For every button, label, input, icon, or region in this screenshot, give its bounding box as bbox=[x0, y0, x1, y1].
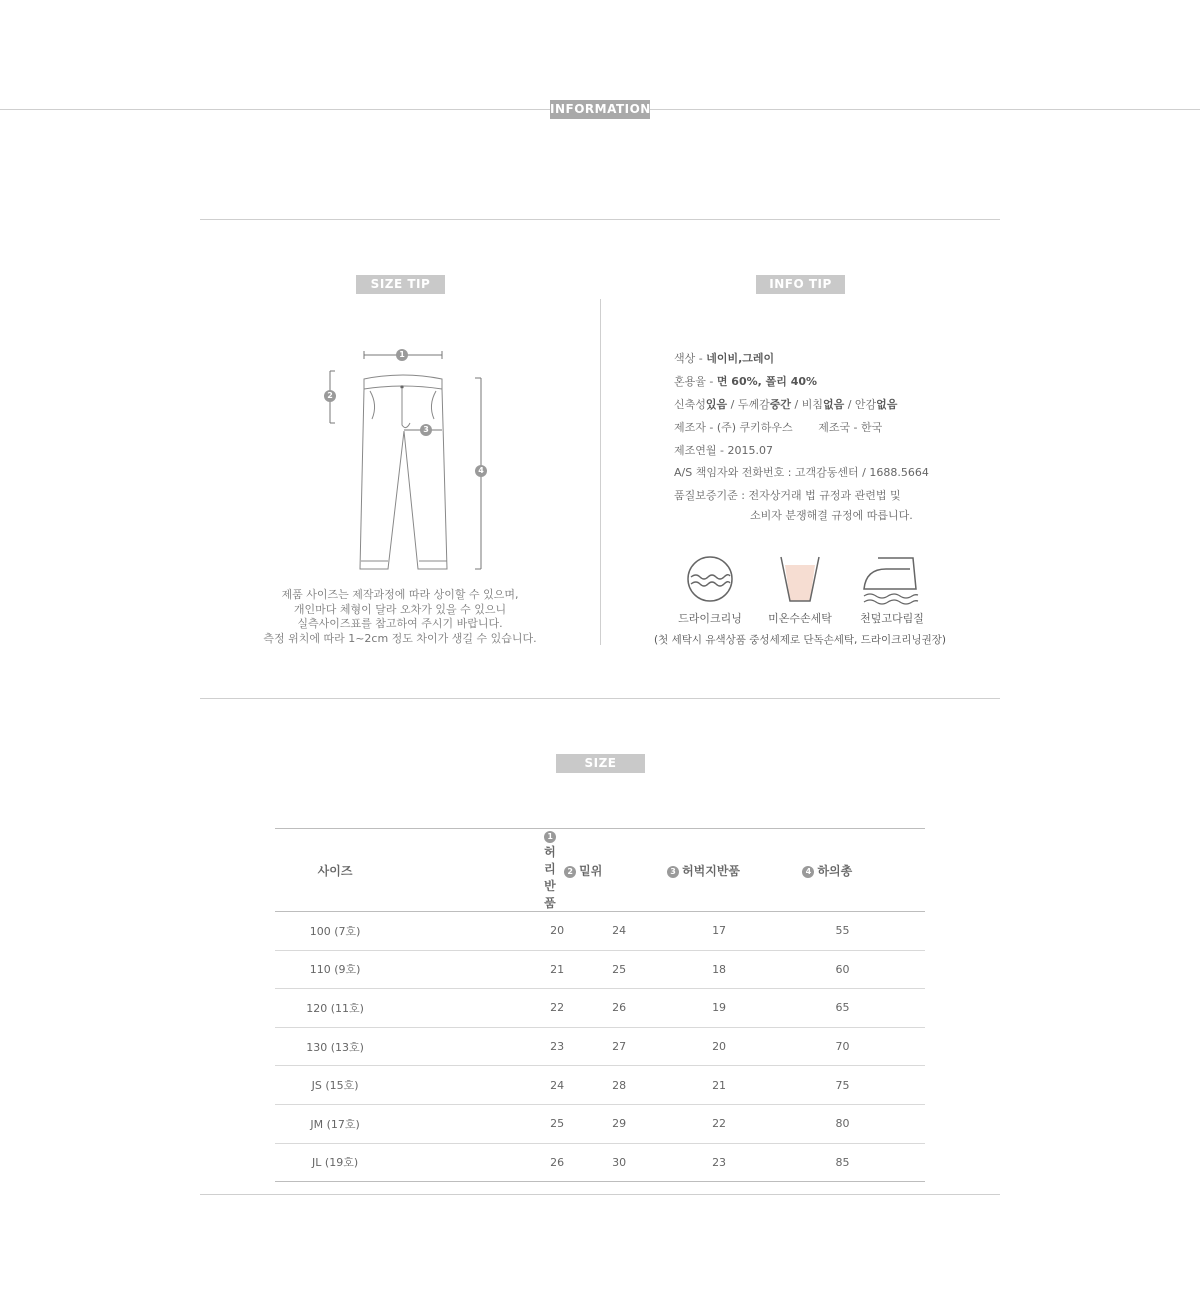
header-thigh-label: 허벅지반품 bbox=[682, 863, 741, 878]
measure-cell: 23 bbox=[667, 1143, 802, 1182]
center-divider bbox=[600, 299, 601, 645]
measure-cell: 26 bbox=[395, 1143, 564, 1182]
measure-cell: 55 bbox=[802, 912, 925, 951]
table-row bbox=[275, 1027, 925, 1066]
size-cell: 120 (11호) bbox=[275, 989, 395, 1028]
section-divider-1 bbox=[200, 219, 1000, 220]
measure-cell: 29 bbox=[564, 1104, 667, 1143]
sheer-value: 없음 bbox=[822, 398, 845, 411]
measure-cell: 22 bbox=[667, 1104, 802, 1143]
table-row bbox=[275, 950, 925, 989]
maker-line bbox=[674, 419, 882, 435]
pants-diagram bbox=[320, 345, 490, 575]
date-line: 제조연월 - 2015.07 bbox=[674, 444, 773, 457]
measure-cell: 22 bbox=[395, 989, 564, 1028]
marker-rise: 2 bbox=[324, 390, 336, 402]
measure-cell: 27 bbox=[564, 1027, 667, 1066]
measure-cell: 30 bbox=[564, 1143, 667, 1182]
country-text: 제조국 - 한국 bbox=[818, 421, 883, 434]
section-divider-2 bbox=[200, 698, 1000, 699]
measure-cell: 65 bbox=[802, 989, 925, 1028]
header-num-1: 1 bbox=[544, 831, 556, 843]
header-rise-label: 밑위 bbox=[579, 863, 603, 878]
size-cell: JL (19호) bbox=[275, 1143, 395, 1182]
measure-cell: 24 bbox=[395, 1066, 564, 1105]
measure-cell: 18 bbox=[667, 950, 802, 989]
color-value: 네이비,그레이 bbox=[706, 352, 775, 365]
size-tip-note-line: 개인마다 체형이 달라 오차가 있을 수 있으니 bbox=[293, 602, 507, 616]
dry-clean-icon bbox=[686, 555, 734, 603]
blend-line bbox=[674, 373, 817, 389]
information-tag: INFORMATION bbox=[550, 100, 650, 119]
header-num-3: 3 bbox=[667, 866, 679, 878]
size-tip-tag: SIZE TIP bbox=[356, 275, 445, 294]
header-thigh bbox=[667, 829, 802, 912]
maker-text: 제조자 - (주) 쿠키하우스 bbox=[674, 421, 793, 434]
measure-cell: 24 bbox=[564, 912, 667, 951]
size-cell: JM (17호) bbox=[275, 1104, 395, 1143]
header-num-2: 2 bbox=[564, 866, 576, 878]
thickness-label: / 두께감 bbox=[727, 398, 770, 411]
care-label-dry-clean: 드라이크리닝 bbox=[678, 612, 742, 625]
header-num-4: 4 bbox=[802, 866, 814, 878]
lining-label: / 안감 bbox=[844, 398, 877, 411]
header-size bbox=[275, 829, 395, 912]
measure-cell: 60 bbox=[802, 950, 925, 989]
lukewarm-hand-wash-icon bbox=[779, 555, 821, 605]
size-tip-note-line: 실측사이즈표를 참고하여 주시기 바랍니다. bbox=[297, 617, 503, 630]
table-row bbox=[275, 989, 925, 1028]
header-length bbox=[802, 829, 925, 912]
header-length-label: 하의총 bbox=[817, 863, 853, 878]
marker-thigh: 3 bbox=[420, 424, 432, 436]
size-table bbox=[275, 828, 925, 1182]
color-line bbox=[674, 350, 774, 366]
measure-cell: 23 bbox=[395, 1027, 564, 1066]
size-tip-note bbox=[200, 588, 600, 646]
measure-cell: 85 bbox=[802, 1143, 925, 1182]
stretch-label: 신축성 bbox=[674, 398, 706, 411]
stretch-value: 있음 bbox=[705, 398, 728, 411]
blend-label: 혼용율 - bbox=[674, 375, 717, 388]
color-label: 색상 - bbox=[674, 352, 707, 365]
warranty-line-1: 품질보증기준 : 전자상거래 법 규정과 관련법 및 bbox=[674, 489, 901, 502]
as-line: A/S 책임자와 전화번호 : 고객감동센터 / 1688.5664 bbox=[674, 466, 929, 479]
measure-cell: 80 bbox=[802, 1104, 925, 1143]
size-tip-note-line: 측정 위치에 따라 1~2cm 정도 차이가 생길 수 있습니다. bbox=[263, 631, 537, 645]
sheer-label: / 비침 bbox=[791, 398, 823, 411]
measure-cell: 75 bbox=[802, 1066, 925, 1105]
measure-cell: 21 bbox=[395, 950, 564, 989]
lining-value: 없음 bbox=[876, 398, 898, 411]
bottom-divider bbox=[200, 1194, 1000, 1195]
size-tag: SIZE bbox=[556, 754, 645, 773]
table-row bbox=[275, 1143, 925, 1182]
measure-cell: 28 bbox=[564, 1066, 667, 1105]
iron-cloth-icon bbox=[860, 555, 920, 605]
care-label-iron: 천덮고다림질 bbox=[860, 612, 924, 625]
size-tip-note-line: 제품 사이즈는 제작과정에 따라 상이할 수 있으며, bbox=[281, 588, 519, 601]
measure-cell: 20 bbox=[667, 1027, 802, 1066]
header-size-label: 사이즈 bbox=[317, 863, 353, 878]
measure-cell: 26 bbox=[564, 989, 667, 1028]
size-cell: 100 (7호) bbox=[275, 912, 395, 951]
care-note: (첫 세탁시 유색상품 중성세제로 단독손세탁, 드라이크리닝권장) bbox=[654, 634, 946, 646]
blend-value: 면 60%, 폴리 40% bbox=[716, 375, 818, 388]
header-waist bbox=[395, 829, 564, 912]
fabric-attributes-line bbox=[674, 396, 897, 412]
table-row bbox=[275, 912, 925, 951]
header-waist-label: 허리반품 bbox=[544, 845, 556, 910]
measure-cell: 19 bbox=[667, 989, 802, 1028]
marker-waist: 1 bbox=[396, 349, 408, 361]
info-tip-tag: INFO TIP bbox=[756, 275, 845, 294]
table-row bbox=[275, 1066, 925, 1105]
warranty-line-2: 소비자 분쟁해결 규정에 따릅니다. bbox=[750, 509, 913, 522]
marker-length: 4 bbox=[475, 465, 487, 477]
measure-cell: 21 bbox=[667, 1066, 802, 1105]
table-row bbox=[275, 1104, 925, 1143]
measure-cell: 17 bbox=[667, 912, 802, 951]
measure-cell: 25 bbox=[395, 1104, 564, 1143]
size-table-header bbox=[275, 829, 925, 912]
measure-cell: 20 bbox=[395, 912, 564, 951]
size-cell: 110 (9호) bbox=[275, 950, 395, 989]
thickness-value: 중간 bbox=[769, 398, 791, 411]
measure-cell: 25 bbox=[564, 950, 667, 989]
care-label-hand-wash: 미온수손세탁 bbox=[768, 612, 832, 625]
measure-cell: 70 bbox=[802, 1027, 925, 1066]
header-rise bbox=[564, 829, 667, 912]
size-cell: 130 (13호) bbox=[275, 1027, 395, 1066]
size-cell: JS (15호) bbox=[275, 1066, 395, 1105]
